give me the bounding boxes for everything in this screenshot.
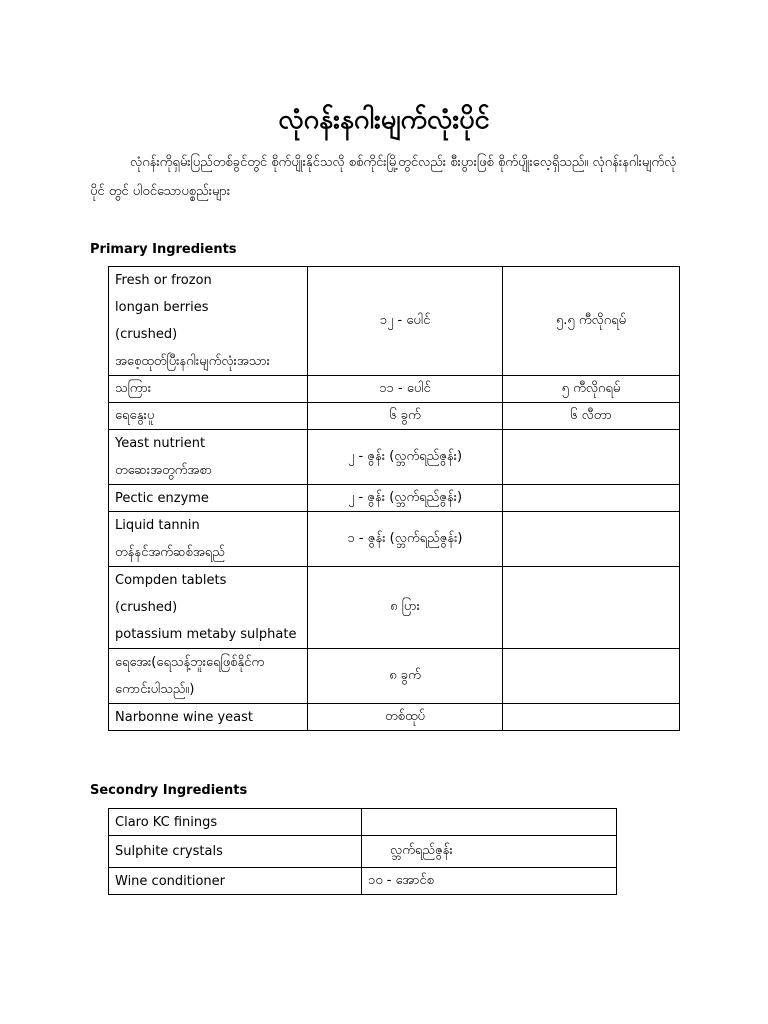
ingredient-name-line: Liquid tannin xyxy=(115,518,200,533)
metric-cell: ၅.၅ ကီလိုဂရမ် xyxy=(503,267,680,376)
quantity-cell: ၈ ခွက် xyxy=(308,649,503,704)
amount-cell: လ္ဘက်ရည်ဇွန်း xyxy=(362,836,617,868)
metric-cell xyxy=(503,430,680,485)
ingredient-name-cell: Wine conditioner xyxy=(109,868,362,895)
ingredient-name-cell xyxy=(109,485,308,512)
amount-cell xyxy=(362,809,617,836)
ingredient-name-line: တန်နင်အက်ဆစ်အရည် xyxy=(115,545,225,560)
table-row xyxy=(109,512,680,567)
quantity-cell: တစ်ထုပ် xyxy=(308,704,503,731)
quantity-cell: ၂ - ဇွန်း (လ္ဘက်ရည်ဇွန်း) xyxy=(308,485,503,512)
table-row xyxy=(109,267,680,376)
metric-cell xyxy=(503,567,680,649)
metric-cell xyxy=(503,704,680,731)
secondary-ingredients-heading: Secondry Ingredients xyxy=(90,783,248,798)
ingredient-name-line: Fresh or frozon xyxy=(115,273,212,288)
ingredient-name-line: potassium metaby sulphate xyxy=(115,627,297,642)
ingredient-name-cell xyxy=(109,430,308,485)
metric-cell: ၅ ကီလိုဂရမ် xyxy=(503,376,680,403)
metric-cell xyxy=(503,485,680,512)
ingredient-name-cell: Sulphite crystals xyxy=(109,836,362,868)
table-row xyxy=(109,836,617,868)
ingredient-name-line: (crushed) xyxy=(115,600,178,615)
primary-ingredients-table xyxy=(108,266,680,731)
ingredient-name-cell xyxy=(109,376,308,403)
table-row xyxy=(109,704,680,731)
table-row xyxy=(109,430,680,485)
ingredient-name-line: (crushed) xyxy=(115,327,178,342)
document-title: လုံဂန်းနဂါးမျက်လုံးပိုင် xyxy=(278,104,490,135)
table-row xyxy=(109,485,680,512)
ingredient-name-line: longan berries xyxy=(115,300,209,315)
quantity-cell: ၂ - ဇွန်း (လ္ဘက်ရည်ဇွန်း) xyxy=(308,430,503,485)
ingredient-name-line: ရေအေး(ရေသန့်ဘူးရေဖြစ်နိုင်က xyxy=(115,655,265,670)
primary-ingredients-heading: Primary Ingredients xyxy=(90,242,237,257)
ingredient-name-cell xyxy=(109,567,308,649)
metric-cell xyxy=(503,649,680,704)
table-row xyxy=(109,376,680,403)
quantity-cell: ၈ ပြား xyxy=(308,567,503,649)
quantity-cell: ၁၂ - ပေါင် xyxy=(308,267,503,376)
ingredient-name-cell xyxy=(109,512,308,567)
intro-paragraph: လုံဂန်းကိုရှမ်းပြည်တစ်ခွင်တွင် စိုက်ပျိုးနိုင်သလို စစ်ကိုင်းမြို့တွင်လည်း စီးပွားဖြစ် စိုက်ပျိုးလေ့ရှိသည်။ လုံဂန်းနဂါးမျက်လုံပိုင် တွင် ပါဝင်သောပစ္စည်းများ xyxy=(90,155,677,199)
ingredient-name-line: Compden tablets xyxy=(115,573,227,588)
table-row xyxy=(109,868,617,895)
ingredient-name-line: ရေနွေးပူ xyxy=(115,407,155,423)
ingredient-name-cell xyxy=(109,267,308,376)
ingredient-name-line: ကောင်းပါသည်။) xyxy=(115,682,195,697)
quantity-cell: ၁၁ - ပေါင် xyxy=(308,376,503,403)
ingredient-name-line: သကြား xyxy=(115,380,152,396)
table-row xyxy=(109,403,680,430)
table-row xyxy=(109,567,680,649)
ingredient-name-cell xyxy=(109,649,308,704)
ingredient-name-line: Pectic enzyme xyxy=(115,490,209,506)
quantity-cell: ၆ ခွက် xyxy=(308,403,503,430)
ingredient-name-cell xyxy=(109,403,308,430)
table-row xyxy=(109,649,680,704)
ingredient-name-cell xyxy=(109,704,308,731)
amount-cell: ၁၀ - အောင်စ xyxy=(362,868,617,895)
ingredient-name-cell: Claro KC finings xyxy=(109,809,362,836)
ingredient-name-line: Narbonne wine yeast xyxy=(115,709,253,725)
ingredient-name-line: Yeast nutrient xyxy=(115,436,206,451)
ingredient-name-line: အစေ့ထုတ်ပြီးနဂါးမျက်လုံးအသား xyxy=(115,354,270,369)
table-row xyxy=(109,809,617,836)
ingredient-name-line: တဆေးအတွက်အစာ xyxy=(115,463,212,478)
secondary-ingredients-table xyxy=(108,808,617,895)
quantity-cell: ၁ - ဇွန်း (လ္ဘက်ရည်ဇွန်း) xyxy=(308,512,503,567)
metric-cell xyxy=(503,512,680,567)
metric-cell: ၆ လီတာ xyxy=(503,403,680,430)
